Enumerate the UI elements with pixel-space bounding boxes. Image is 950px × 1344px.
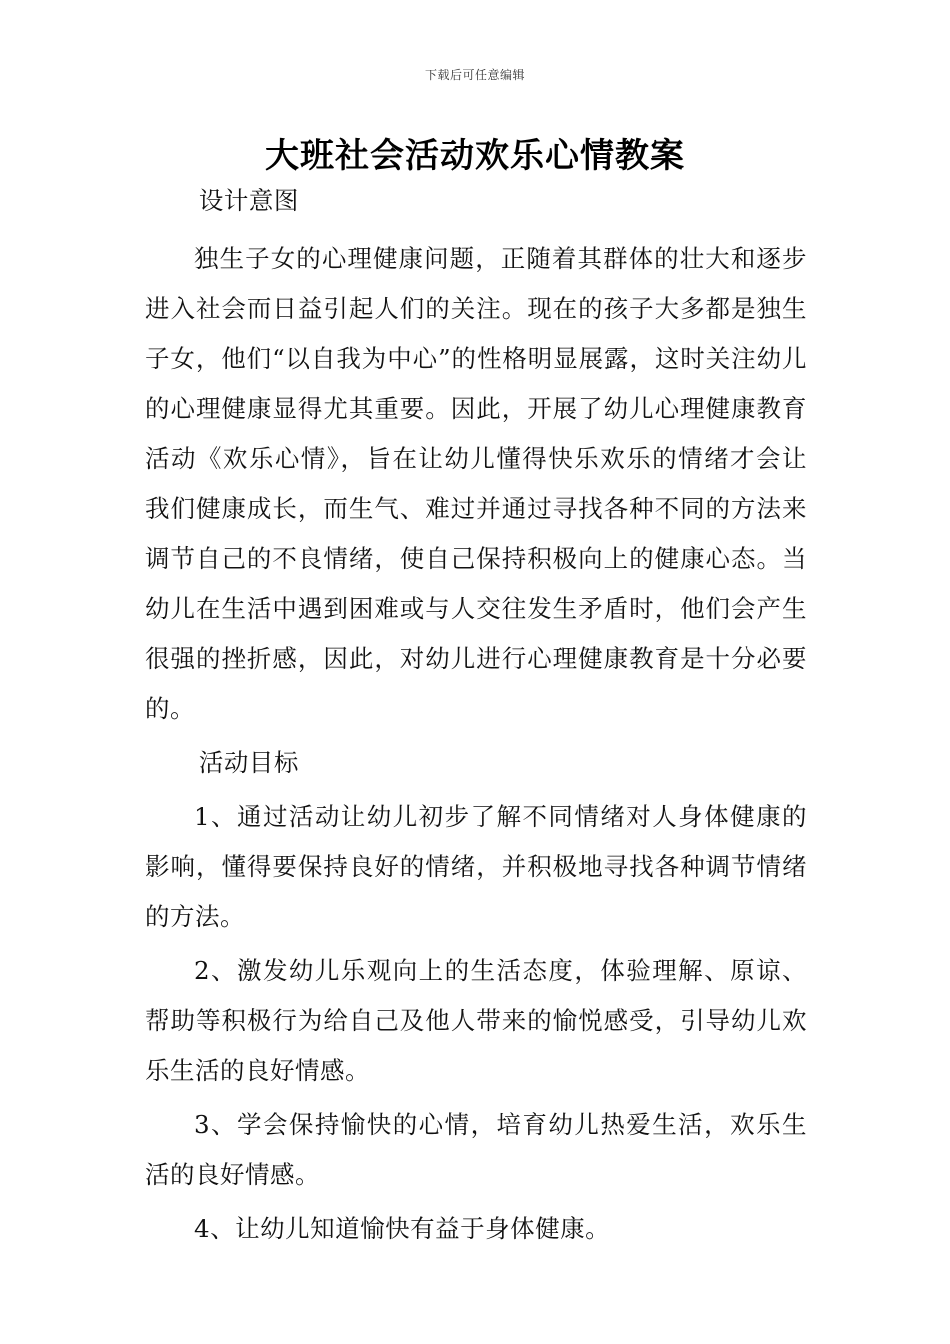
goal-item-3: 3、学会保持愉快的心情，培育幼儿热爱生活，欢乐生活的良好情感。 — [145, 1110, 807, 1189]
goals-heading: 活动目标 — [198, 748, 299, 777]
goal-item-2: 2、激发幼儿乐观向上的生活态度，体验理解、原谅、帮助等积极行为给自己及他人带来的愉悦感受，引导幼儿欢乐生活的良好情感。 — [145, 956, 807, 1085]
goal-item-1: 1、通过活动让幼儿初步了解不同情绪对人身体健康的影响，懂得要保持良好的情绪，并积极地寻找各种调节情绪的方法。 — [145, 802, 807, 931]
document-title: 大班社会活动欢乐心情教案 — [265, 136, 685, 176]
design-paragraph: 独生子女的心理健康问题，正随着其群体的壮大和逐步进入社会而日益引起人们的关注。现在的孩子大多都是独生子女，他们“以自我为中心”的性格明显展露，这时关注幼儿的心理健康显得尤其重要。因此，开展了幼儿心理健康教育活动《欢乐心情》，旨在让幼儿懂得快乐欢乐的情绪才会让我们健康成长，而生气、难过并通过寻找各种不同的方法来调节自己的不良情绪，使自己保持积极向上的健康心态。当幼儿在生活中遇到困难或与人交往发生矛盾时，他们会产生很强的挫折感，因此，对幼儿进行心理健康教育是十分必要的。 — [145, 244, 807, 723]
goal-item-4: 4、让幼儿知道愉快有益于身体健康。 — [194, 1214, 611, 1243]
header-note: 下载后可任意编辑 — [424, 68, 525, 82]
design-heading: 设计意图 — [198, 186, 299, 215]
document-body — [145, 176, 807, 1254]
